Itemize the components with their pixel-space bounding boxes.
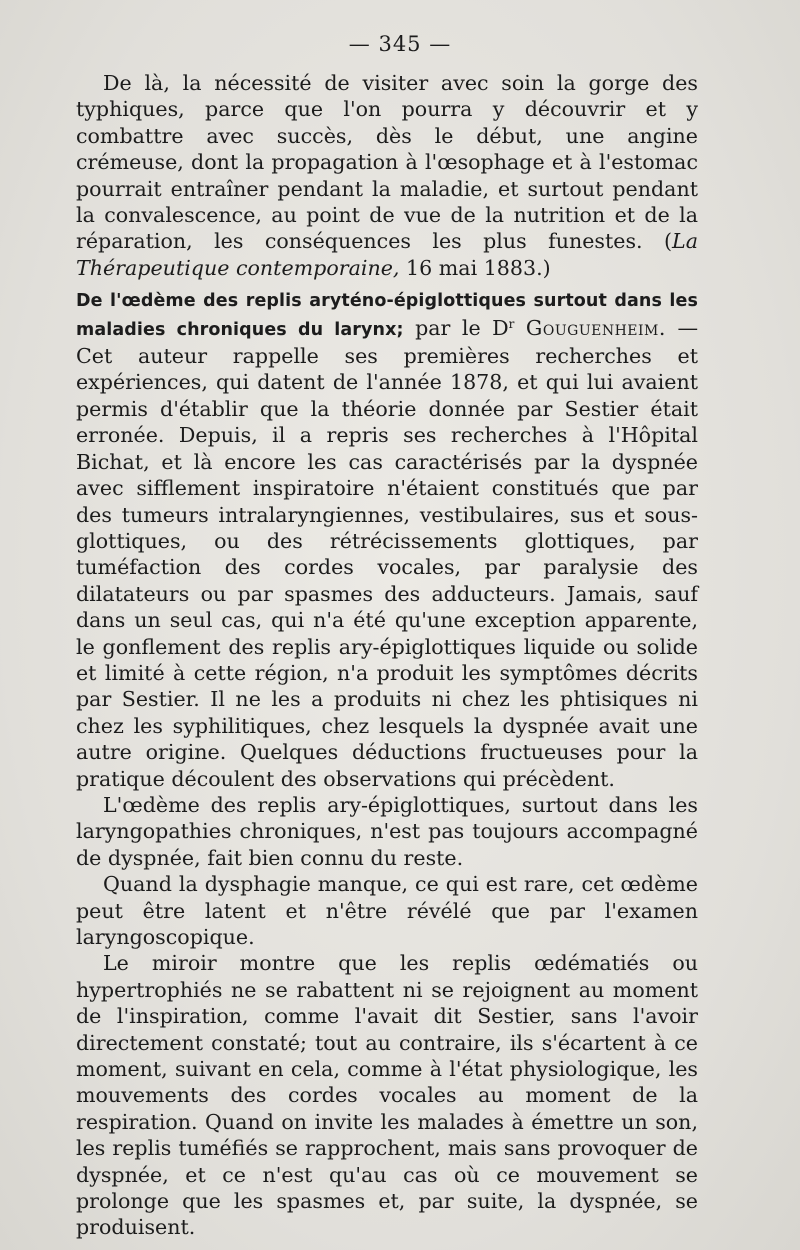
page-number: — 345 — bbox=[348, 32, 452, 56]
source-date: 16 mai 1883.) bbox=[406, 255, 551, 280]
article-byline-superscript: r bbox=[508, 316, 515, 331]
paragraph-dysphagie: Quand la dysphagie manque, ce qui est rare, cet œdème peut être latent et n'être révélé que par l'examen laryngoscopique. bbox=[76, 872, 698, 949]
article-body: — Cet auteur rappelle ses premières recherches et expériences, qui datent de l'année 1878, et qui lui avaient permis d'établir que la théorie donnée par Sestier était erronée. Depuis, il a repris ses recherches à l'Hôpital Bichat, et là encore les cas caractérisés par la dyspnée avec sifflement inspiratoire n'étaient constitués que par des tumeurs intralaryngiennes, vestibulaires, sus et sous-glottiques, ou des rétrécissements glottiques, par tuméfaction des cordes vocales, par paralysie des dilatateurs ou par spasmes des adducteurs. Jamais, sauf dans un seul cas, qui n'a été qu'une exception apparente, le gonflement des replis ary-épiglottiques liquide ou solide et limité à cette région, n'a produit les symptômes décrits par Sestier. Il ne les a produits ni chez les phtisiques ni chez les syphilitiques, chez lesquels la dyspnée avait une autre origine. Quelques déductions fructueuses pour la pratique découlent des observations qui précèdent. bbox=[76, 315, 699, 791]
article-author: Gouguenheim. bbox=[525, 315, 666, 340]
source-open-paren: ( bbox=[663, 229, 673, 254]
paragraph-typhoid-throat bbox=[76, 70, 698, 281]
article-oedeme bbox=[76, 286, 698, 792]
paragraph-text: De là, la nécessité de visiter avec soin la gorge des typhiques, parce que l'on pourra y découvrir et y combattre avec succès, dès le début, une angine crémeuse, dont la propagation à l'œsophage et à l'estomac pourrait entraîner pendant la maladie, et surtout pendant la convalescence, au point de vue de la nutrition et de la réparation, les conséquences les plus funestes. bbox=[76, 71, 698, 254]
paragraph-miroir: Le miroir montre que les replis œdématiés ou hypertrophiés ne se rabattent ni se rejoignent au moment de l'inspiration, comme l'avait dit Sestier, sans l'avoir directement constaté; tout au contraire, ils s'écartent à ce moment, suivant en cela, comme à l'état physiologique, les mouvements des cordes vocales au moment de la respiration. Quand on invite les malades à émettre un son, les replis tuméfiés se rapprochent, mais sans provoquer de dyspnée, et ce n'est qu'au cas où ce mouvement se prolonge que les spasmes et, par suite, la dyspnée, se produisent. bbox=[76, 951, 698, 1240]
paragraph-oedeme-dyspnee: L'œdème des replis ary-épiglottiques, surtout dans les laryngopathies chroniques, n'est pas toujours accompagné de dyspnée, fait bien connu du reste. bbox=[76, 792, 698, 870]
body-text bbox=[76, 70, 698, 1241]
source-journal-title: La Thérapeutique contemporaine, bbox=[76, 229, 698, 280]
article-title: De l'œdème des replis aryténo-épiglottiques surtout dans les maladies chroniques du larynx; bbox=[76, 291, 698, 340]
article-byline: par le D bbox=[415, 315, 509, 340]
